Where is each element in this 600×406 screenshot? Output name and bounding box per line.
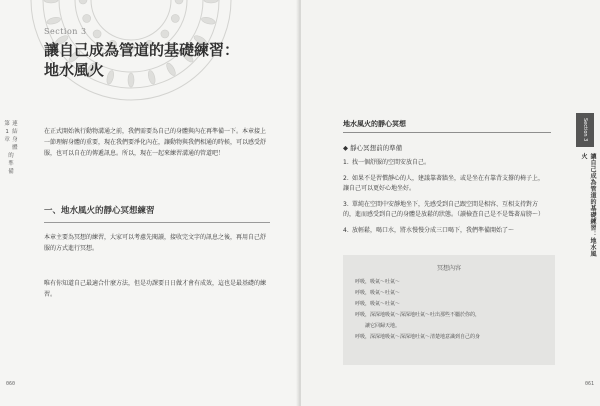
closing-paragraph: 唯有你知道自己最適合什麼方法，但是功課要日日做才會有成效，這也是最基礎的練習。 <box>44 280 267 298</box>
chapter-side-tab <box>2 120 20 176</box>
header-divider <box>343 132 551 133</box>
list-item-text: 找一個舒服的空間安放自己。 <box>352 159 431 166</box>
intro-paragraph: 在正式開始執行動物溝通之前，我們需要為自己的身體與內在再準備一下。本章接上一節理解身體的重要，現在我們要淨化內在，讓動物與我們相通的時候，可以感受舒服，也可以自在的傳遞訊息。所以，現在一起來練習溝通的管道吧！ <box>44 128 267 157</box>
section-title-line-2: 地水風火 <box>44 61 105 79</box>
meditation-lines <box>355 277 551 343</box>
meditation-line: 呼吸，吸氣～吐氣～ <box>355 290 401 296</box>
section-title-line-1: 讓自己成為管道的基礎練習： <box>44 41 240 59</box>
section-side-tab <box>572 113 598 261</box>
subhead-meditation-practice: 一、地水風火的靜心冥想練習 <box>44 206 155 216</box>
preparation-list <box>343 158 549 239</box>
chapter-side-tab-line-2: 連結身體 <box>12 121 18 151</box>
list-item-number: 2. <box>343 175 349 182</box>
list-item-text: 如果不是習慣靜心的人，建議靠著牆坐，或是坐在有靠背支撐的椅子上，讓自己可以更好心地坐好。 <box>343 175 545 192</box>
meditation-line: 呼吸，深深地吸氣～深深地吐氣～吐出那些不屬於你的， <box>355 312 481 318</box>
meditation-title: 冥想內容 <box>436 265 461 272</box>
right-page <box>301 0 600 406</box>
practice-paragraph: 本章主要為冥想的練習，大家可以考慮先閱讀，接收完文字的訊息之後，再用自己舒服的方式進行冥想。 <box>44 234 267 252</box>
section-label: Section 3 <box>44 27 87 36</box>
meditation-line: 呼吸，吸氣～吐氣～ <box>355 301 401 307</box>
left-page <box>0 0 299 406</box>
list-item-number: 4. <box>343 227 349 234</box>
meditation-box <box>343 255 555 365</box>
list-item <box>343 158 549 168</box>
section-side-tab-label: Section 3 <box>576 113 594 147</box>
list-item <box>343 200 549 220</box>
list-item-number: 3. <box>343 201 349 208</box>
section-title <box>44 40 264 80</box>
preparation-title: ◆ 靜心冥想前的準備 <box>343 144 403 152</box>
list-item-text: 單純在空間中安靜地坐下，先感受到自己跟空間是相容、互相支持對方的，進而感受到自己的身體是放鬆的狀態。（讀檢查自己是不是聳著肩膀～） <box>343 201 545 218</box>
list-item-number: 1. <box>343 159 349 166</box>
list-item <box>343 174 549 194</box>
chapter-side-tab-line-3: 的準備 <box>8 153 14 175</box>
meditation-line: 讓它回歸天地。 <box>365 323 401 329</box>
meditation-line: 呼吸，吸氣～吐氣～ <box>355 279 401 285</box>
right-page-header: 地水風火的靜心冥想 <box>343 120 406 128</box>
list-item-text: 放輕鬆，喝口水，將水慢慢分成三口喝下，我們準備開始了～ <box>352 227 515 234</box>
page-number-right: 061 <box>584 381 594 387</box>
list-item <box>343 226 549 236</box>
chapter-side-tab-line-1: 第1章 <box>4 121 10 143</box>
subhead-divider <box>44 222 270 223</box>
section-side-tab-text: 讓自己成為管道的基礎練習：地水風火 <box>580 153 596 257</box>
page-number-left: 060 <box>6 381 16 387</box>
meditation-line: 呼吸，深深地吸氣～深深地吐氣～清楚地意識到自己的身 <box>355 334 481 340</box>
